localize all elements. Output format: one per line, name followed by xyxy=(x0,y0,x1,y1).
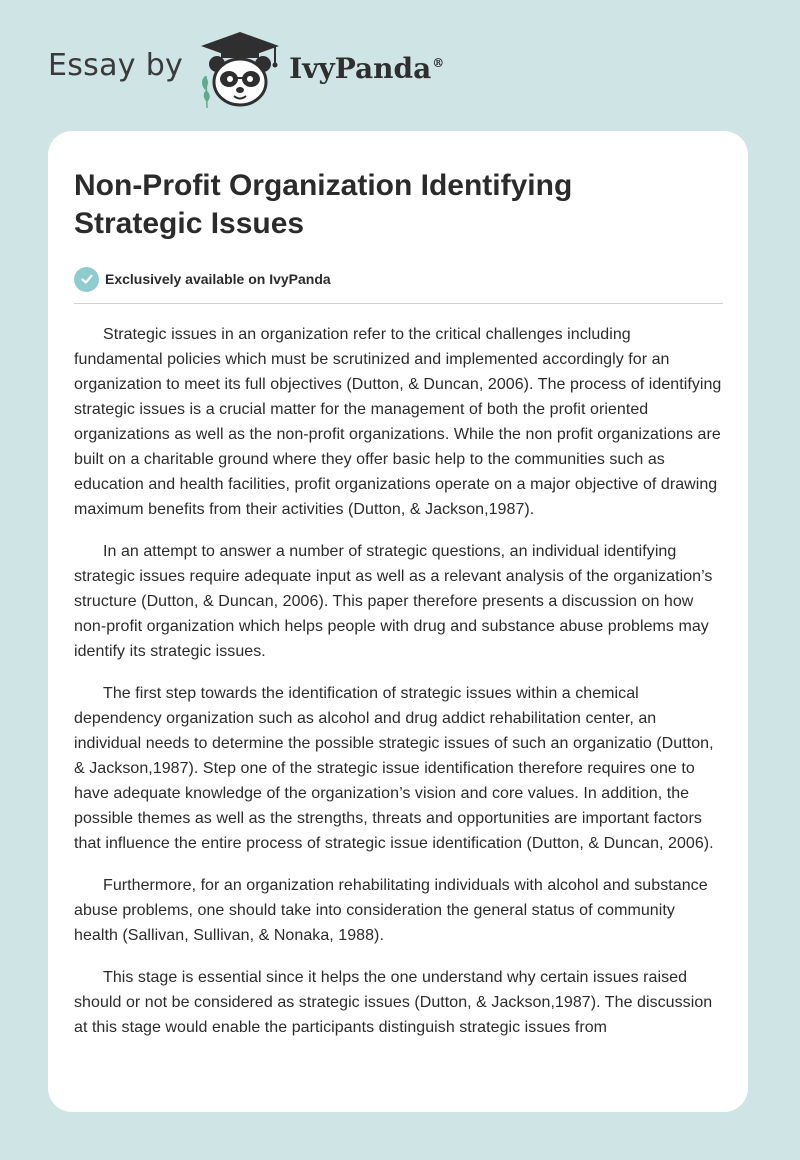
paragraph: In an attempt to answer a number of strategic questions, an individual identifying strategic issues require adequate input as well as a relevant analysis of the organization’s structure (Dutton, & Duncan, 2006). This paper therefore presents a discussion on how non-profit organization which helps people with drug and substance abuse problems may identify its strategic issues. xyxy=(74,543,713,660)
paragraph: Furthermore, for an organization rehabilitating individuals with alcohol and substance abuse problems, one should take into consideration the general status of community health (Sallivan, Sullivan, & Nonaka, 1988). xyxy=(74,877,708,944)
paragraph: The first step towards the identification of strategic issues within a chemical dependency organization such as alcohol and drug addict rehabilitation center, an individual needs to determine the possible strategic issues of such an organizatio (Dutton, & Jackson,1987). Step one of the strategic issue identification therefore requires one to have adequate knowledge of the organization’s vision and core values. In addition, the possible themes as well as the strengths, threats and opportunities are important factors that influence the entire process of strategic issue identification (Dutton, & Duncan, 2006). xyxy=(74,685,714,852)
exclusive-badge xyxy=(74,266,723,292)
essay-card xyxy=(48,131,748,1112)
check-icon xyxy=(74,267,99,292)
panda-graduate-icon xyxy=(197,30,283,110)
badge-label: Exclusively available on IvyPanda xyxy=(105,271,331,287)
page-title: Non-Profit Organization Identifying Strategic Issues xyxy=(74,169,573,240)
essay-by-label: Essay by xyxy=(48,47,184,83)
divider xyxy=(74,303,723,304)
paragraph: Strategic issues in an organization refer to the critical challenges including fundamental policies which must be scrutinized and implemented accordingly for an organization to meet its full objectives (Dutton, & Duncan, 2006). The process of identifying strategic issues is a crucial matter for the management of both the profit oriented organizations as well as the non-profit organizations. While the non profit organizations are built on a charitable ground where they offer basic help to the communities such as education and health facilities, profit organizations operate on a major objective of drawing maximum benefits from their activities (Dutton, & Jackson,1987). xyxy=(74,326,722,518)
brand-name[interactable]: IvyPanda® xyxy=(289,51,445,85)
registered-mark: ® xyxy=(432,56,445,71)
paragraph: This stage is essential since it helps the one understand why certain issues raised should or not be considered as strategic issues (Dutton, & Jackson,1987). The discussion at this stage would enable the participants distinguish strategic issues from xyxy=(74,969,713,1036)
site-header xyxy=(48,30,444,110)
